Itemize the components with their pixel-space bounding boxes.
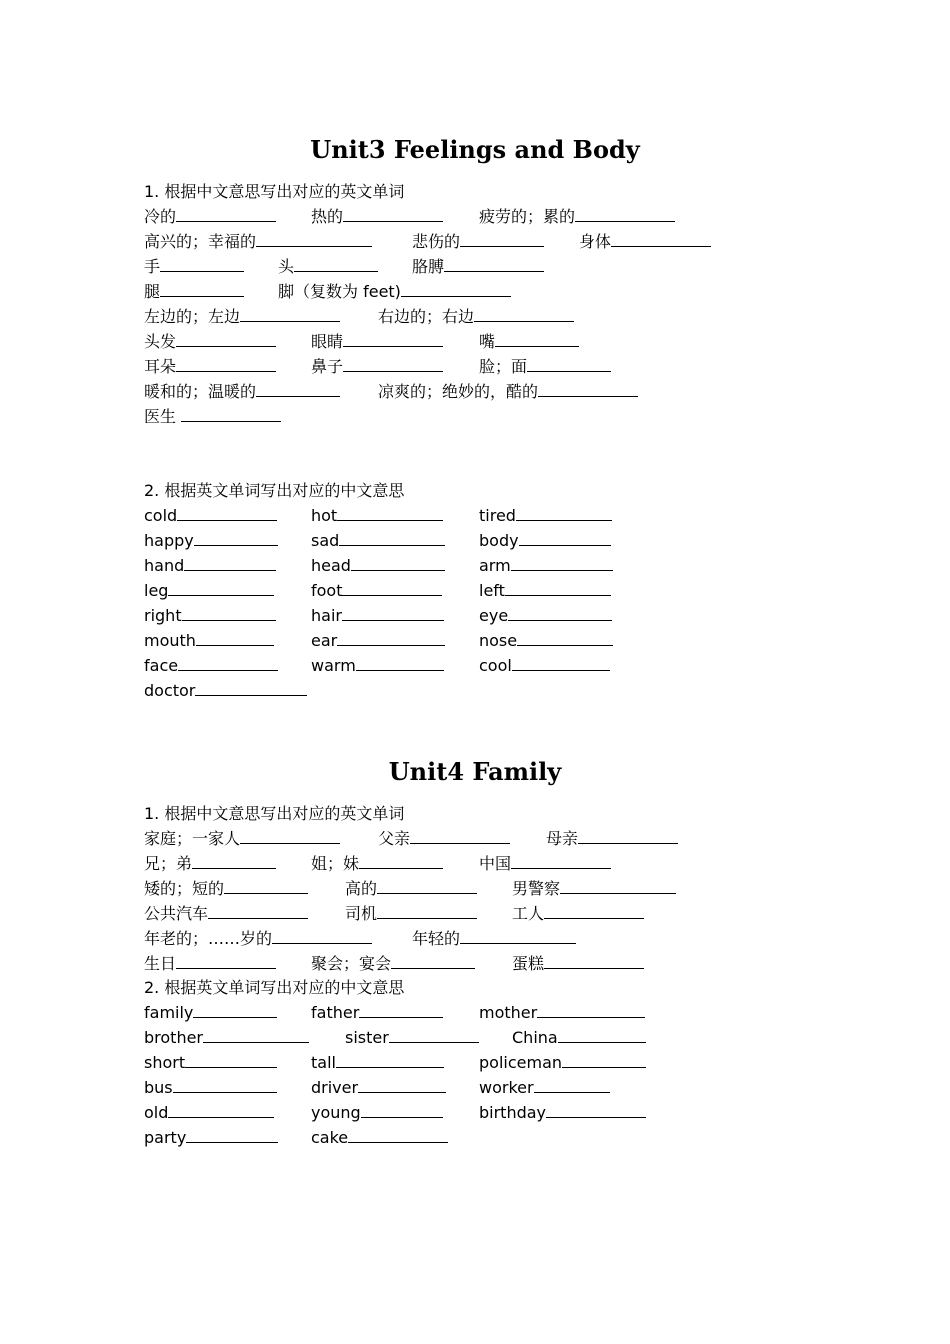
answer-blank[interactable] bbox=[377, 904, 477, 919]
answer-blank[interactable] bbox=[544, 904, 644, 919]
answer-blank[interactable] bbox=[176, 954, 276, 969]
unit4-part1-row bbox=[144, 903, 864, 927]
answer-blank[interactable] bbox=[185, 1053, 277, 1068]
answer-blank[interactable] bbox=[178, 656, 278, 671]
vocab-item: sad bbox=[311, 530, 445, 552]
answer-blank[interactable] bbox=[575, 207, 675, 222]
unit3-part1-row bbox=[144, 331, 864, 355]
vocab-item: face bbox=[144, 655, 278, 677]
answer-blank[interactable] bbox=[336, 1053, 444, 1068]
vocab-item: 生日 bbox=[144, 953, 276, 975]
answer-blank[interactable] bbox=[444, 257, 544, 272]
unit4-title: Unit4 Family bbox=[388, 757, 562, 786]
vocab-item: 年轻的 bbox=[412, 928, 576, 950]
unit4-part2-row bbox=[144, 1052, 864, 1076]
vocab-item: 中国 bbox=[479, 853, 611, 875]
vocab-item: hand bbox=[144, 555, 276, 577]
unit3-part2-row bbox=[144, 680, 864, 704]
vocab-item: 眼睛 bbox=[311, 331, 443, 353]
vocab-item: arm bbox=[479, 555, 613, 577]
answer-blank[interactable] bbox=[537, 1003, 645, 1018]
vocab-item: 悲伤的 bbox=[412, 231, 544, 253]
answer-blank[interactable] bbox=[358, 1078, 446, 1093]
vocab-item: 蛋糕 bbox=[512, 953, 644, 975]
vocab-item: cold bbox=[144, 505, 277, 527]
answer-blank[interactable] bbox=[177, 506, 277, 521]
answer-blank[interactable] bbox=[460, 929, 576, 944]
vocab-item: 脸；面 bbox=[479, 356, 611, 378]
answer-blank[interactable] bbox=[337, 506, 443, 521]
vocab-item: leg bbox=[144, 580, 274, 602]
vocab-item: 暖和的；温暖的 bbox=[144, 381, 340, 403]
answer-blank[interactable] bbox=[272, 929, 372, 944]
answer-blank[interactable] bbox=[181, 407, 281, 422]
answer-blank[interactable] bbox=[343, 357, 443, 372]
vocab-item: 耳朵 bbox=[144, 356, 276, 378]
vocab-item: tall bbox=[311, 1052, 444, 1074]
answer-blank[interactable] bbox=[196, 631, 274, 646]
vocab-item: hair bbox=[311, 605, 444, 627]
vocab-item: doctor bbox=[144, 680, 307, 702]
unit3-title: Unit3 Feelings and Body bbox=[310, 135, 640, 164]
answer-blank[interactable] bbox=[173, 1078, 277, 1093]
vocab-item: 腿 bbox=[144, 281, 244, 303]
vocab-item: 手 bbox=[144, 256, 244, 278]
unit3-part1-row bbox=[144, 306, 864, 330]
answer-blank[interactable] bbox=[511, 556, 613, 571]
unit3-part2-row bbox=[144, 505, 864, 529]
vocab-item: young bbox=[311, 1102, 443, 1124]
answer-blank[interactable] bbox=[474, 307, 574, 322]
answer-blank[interactable] bbox=[256, 382, 340, 397]
unit4-part1-row bbox=[144, 828, 864, 852]
vocab-item: head bbox=[311, 555, 445, 577]
answer-blank[interactable] bbox=[359, 854, 443, 869]
answer-blank[interactable] bbox=[342, 606, 444, 621]
answer-blank[interactable] bbox=[505, 581, 611, 596]
vocab-item: worker bbox=[479, 1077, 610, 1099]
unit4-part2-row bbox=[144, 1002, 864, 1026]
unit3-part1-row bbox=[144, 356, 864, 380]
answer-blank[interactable] bbox=[512, 656, 610, 671]
answer-blank[interactable] bbox=[160, 257, 244, 272]
answer-blank[interactable] bbox=[194, 531, 278, 546]
vocab-item: family bbox=[144, 1002, 277, 1024]
answer-blank[interactable] bbox=[511, 854, 611, 869]
answer-blank[interactable] bbox=[508, 606, 612, 621]
vocab-item: right bbox=[144, 605, 276, 627]
vocab-item: 左边的；左边 bbox=[144, 306, 340, 328]
unit4-part2-row bbox=[144, 1127, 864, 1151]
answer-blank[interactable] bbox=[356, 656, 444, 671]
vocab-item: 头发 bbox=[144, 331, 276, 353]
vocab-item: cool bbox=[479, 655, 610, 677]
vocab-item: tired bbox=[479, 505, 612, 527]
vocab-item: policeman bbox=[479, 1052, 646, 1074]
answer-blank[interactable] bbox=[359, 1003, 443, 1018]
vocab-item: 男警察 bbox=[512, 878, 676, 900]
unit3-part1-row bbox=[144, 206, 864, 230]
answer-blank[interactable] bbox=[401, 282, 511, 297]
answer-blank[interactable] bbox=[410, 829, 510, 844]
vocab-item: short bbox=[144, 1052, 277, 1074]
answer-blank[interactable] bbox=[208, 904, 308, 919]
answer-blank[interactable] bbox=[256, 232, 372, 247]
vocab-item: driver bbox=[311, 1077, 446, 1099]
answer-blank[interactable] bbox=[240, 829, 340, 844]
vocab-item: 工人 bbox=[512, 903, 644, 925]
unit3-part1-row bbox=[144, 281, 864, 305]
unit3-part2-row bbox=[144, 630, 864, 654]
vocab-item: 冷的 bbox=[144, 206, 276, 228]
answer-blank[interactable] bbox=[517, 631, 613, 646]
vocab-item: left bbox=[479, 580, 611, 602]
answer-blank[interactable] bbox=[343, 332, 443, 347]
answer-blank[interactable] bbox=[184, 556, 276, 571]
unit4-part2-row bbox=[144, 1027, 864, 1051]
vocab-item: 脚（复数为 feet) bbox=[278, 281, 511, 303]
unit3-part1-row bbox=[144, 381, 864, 405]
answer-blank[interactable] bbox=[348, 1128, 448, 1143]
answer-blank[interactable] bbox=[182, 606, 276, 621]
answer-blank[interactable] bbox=[495, 332, 579, 347]
vocab-item: 年老的；……岁的 bbox=[144, 928, 372, 950]
vocab-item: bus bbox=[144, 1077, 277, 1099]
unit3-part1-row bbox=[144, 256, 864, 280]
vocab-item: 凉爽的；绝妙的，酷的 bbox=[378, 381, 638, 403]
answer-blank[interactable] bbox=[168, 581, 274, 596]
answer-blank[interactable] bbox=[294, 257, 378, 272]
unit4-part1-row bbox=[144, 953, 864, 977]
vocab-item: 医生 bbox=[144, 406, 281, 428]
answer-blank[interactable] bbox=[176, 207, 276, 222]
answer-blank[interactable] bbox=[460, 232, 544, 247]
answer-blank[interactable] bbox=[176, 357, 276, 372]
vocab-item: 嘴 bbox=[479, 331, 579, 353]
unit4-part2-heading: 2. 根据英文单词写出对应的中文意思 bbox=[144, 978, 405, 997]
vocab-item: father bbox=[311, 1002, 443, 1024]
answer-blank[interactable] bbox=[351, 556, 445, 571]
answer-blank[interactable] bbox=[516, 506, 612, 521]
unit3-part1-row bbox=[144, 406, 864, 430]
vocab-item: 热的 bbox=[311, 206, 443, 228]
unit3-part2-row bbox=[144, 530, 864, 554]
vocab-item: mother bbox=[479, 1002, 645, 1024]
unit3-part2-row bbox=[144, 605, 864, 629]
answer-blank[interactable] bbox=[224, 879, 308, 894]
vocab-item: body bbox=[479, 530, 611, 552]
vocab-item: cake bbox=[311, 1127, 448, 1149]
answer-blank[interactable] bbox=[377, 879, 477, 894]
unit4-part2-row bbox=[144, 1102, 864, 1126]
vocab-item: 疲劳的；累的 bbox=[479, 206, 675, 228]
answer-blank[interactable] bbox=[192, 854, 276, 869]
vocab-item: old bbox=[144, 1102, 274, 1124]
answer-blank[interactable] bbox=[527, 357, 611, 372]
vocab-item: 头 bbox=[278, 256, 378, 278]
unit4-part1-row bbox=[144, 853, 864, 877]
vocab-item: sister bbox=[345, 1027, 479, 1049]
vocab-item: foot bbox=[311, 580, 442, 602]
vocab-item: 兄；弟 bbox=[144, 853, 276, 875]
answer-blank[interactable] bbox=[240, 307, 340, 322]
vocab-item: 母亲 bbox=[546, 828, 678, 850]
vocab-item: 鼻子 bbox=[311, 356, 443, 378]
vocab-item: 矮的；短的 bbox=[144, 878, 308, 900]
unit3-part1-row bbox=[144, 231, 864, 255]
answer-blank[interactable] bbox=[560, 879, 676, 894]
unit4-part1-row bbox=[144, 928, 864, 952]
vocab-item: 司机 bbox=[345, 903, 477, 925]
answer-blank[interactable] bbox=[611, 232, 711, 247]
vocab-item: party bbox=[144, 1127, 278, 1149]
vocab-item: 高兴的；幸福的 bbox=[144, 231, 372, 253]
answer-blank[interactable] bbox=[176, 332, 276, 347]
answer-blank[interactable] bbox=[203, 1028, 309, 1043]
answer-blank[interactable] bbox=[534, 1078, 610, 1093]
answer-blank[interactable] bbox=[342, 581, 442, 596]
vocab-item: hot bbox=[311, 505, 443, 527]
answer-blank[interactable] bbox=[538, 382, 638, 397]
vocab-item: 公共汽车 bbox=[144, 903, 308, 925]
answer-blank[interactable] bbox=[389, 1028, 479, 1043]
vocab-item: warm bbox=[311, 655, 444, 677]
vocab-item: eye bbox=[479, 605, 612, 627]
answer-blank[interactable] bbox=[578, 829, 678, 844]
unit4-part1-row bbox=[144, 878, 864, 902]
answer-blank[interactable] bbox=[558, 1028, 646, 1043]
unit3-part2-row bbox=[144, 555, 864, 579]
vocab-item: 父亲 bbox=[378, 828, 510, 850]
answer-blank[interactable] bbox=[186, 1128, 278, 1143]
unit3-part2-row bbox=[144, 580, 864, 604]
vocab-item: 右边的；右边 bbox=[378, 306, 574, 328]
answer-blank[interactable] bbox=[337, 631, 445, 646]
answer-blank[interactable] bbox=[343, 207, 443, 222]
answer-blank[interactable] bbox=[193, 1003, 277, 1018]
answer-blank[interactable] bbox=[168, 1103, 274, 1118]
vocab-item: 身体 bbox=[579, 231, 711, 253]
vocab-item: 高的 bbox=[345, 878, 477, 900]
answer-blank[interactable] bbox=[361, 1103, 443, 1118]
vocab-item: 姐；妹 bbox=[311, 853, 443, 875]
vocab-item: happy bbox=[144, 530, 278, 552]
vocab-item: 聚会；宴会 bbox=[311, 953, 475, 975]
vocab-item: brother bbox=[144, 1027, 309, 1049]
unit3-part2-heading: 2. 根据英文单词写出对应的中文意思 bbox=[144, 481, 405, 500]
vocab-item: 家庭；一家人 bbox=[144, 828, 340, 850]
answer-blank[interactable] bbox=[160, 282, 244, 297]
vocab-item: nose bbox=[479, 630, 613, 652]
unit3-part2-row bbox=[144, 655, 864, 679]
answer-blank[interactable] bbox=[195, 681, 307, 696]
answer-blank[interactable] bbox=[339, 531, 445, 546]
answer-blank[interactable] bbox=[562, 1053, 646, 1068]
vocab-item: birthday bbox=[479, 1102, 646, 1124]
vocab-item: 胳膊 bbox=[412, 256, 544, 278]
unit4-part1-heading: 1. 根据中文意思写出对应的英文单词 bbox=[144, 804, 405, 823]
unit4-part2-row bbox=[144, 1077, 864, 1101]
answer-blank[interactable] bbox=[546, 1103, 646, 1118]
vocab-item: China bbox=[512, 1027, 646, 1049]
answer-blank[interactable] bbox=[391, 954, 475, 969]
answer-blank[interactable] bbox=[544, 954, 644, 969]
unit3-part1-heading: 1. 根据中文意思写出对应的英文单词 bbox=[144, 182, 405, 201]
vocab-item: mouth bbox=[144, 630, 274, 652]
vocab-item: ear bbox=[311, 630, 445, 652]
answer-blank[interactable] bbox=[519, 531, 611, 546]
